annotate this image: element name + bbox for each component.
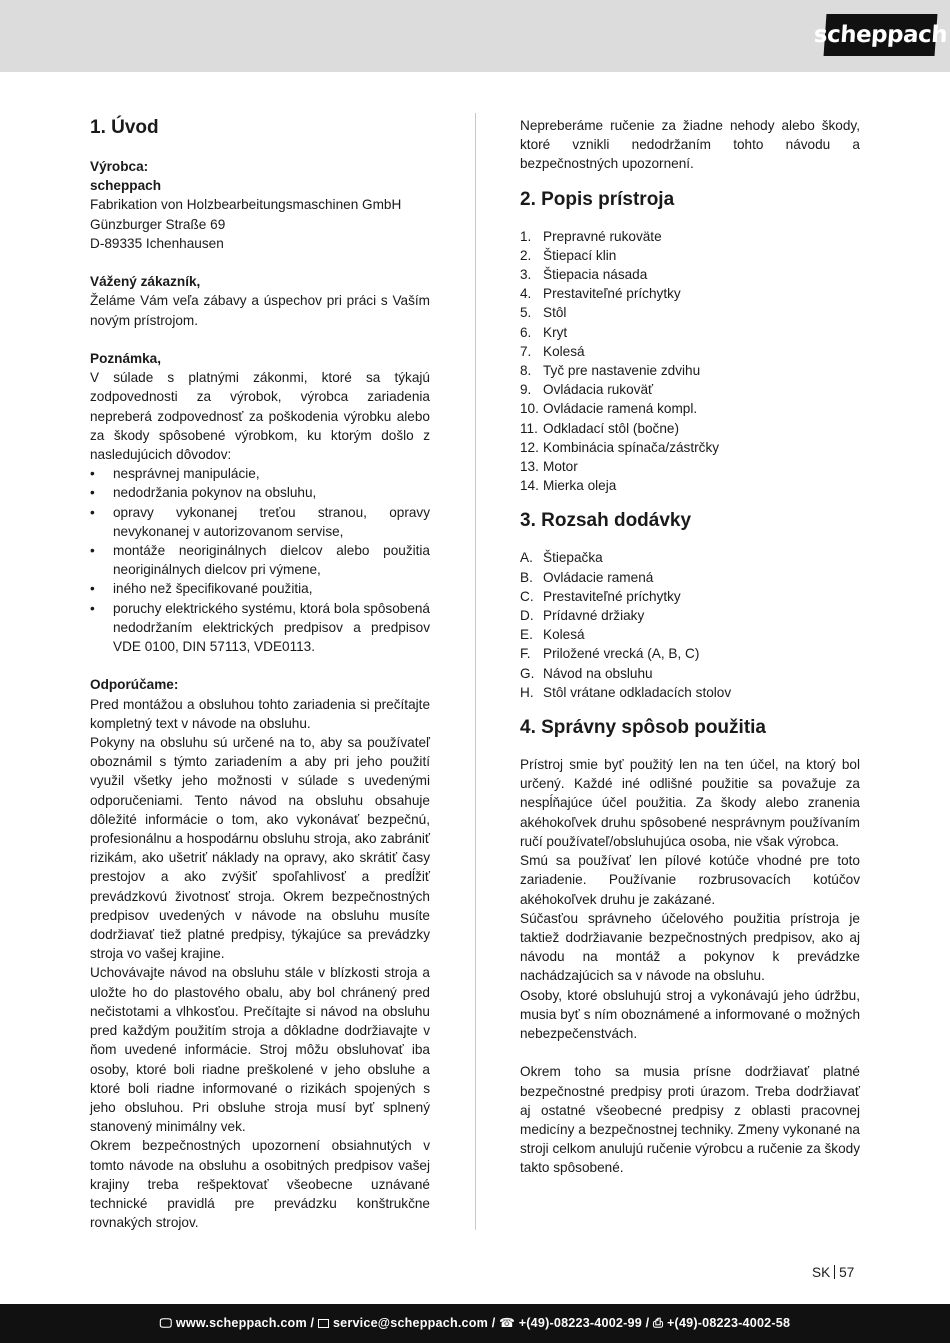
list-item: • nesprávnej manipulácie, — [90, 464, 430, 483]
paragraph: Pred montážou a obsluhou tohto zariadenia si prečítajte kompletný text v návode na obsluhu. — [90, 696, 430, 731]
page-language: SK — [812, 1265, 831, 1280]
dear-text: Želáme Vám veľa zábavy a úspechov pri práci s Vaším novým prístrojom. — [90, 293, 430, 328]
list-item: • iného než špecifikované použitia, — [90, 579, 430, 598]
address-line: Fabrikation von Holzbearbeitungsmaschinen GmbH — [90, 197, 402, 213]
maker-label: Výrobca: — [90, 159, 149, 174]
fax-icon: ⎙ — [653, 1316, 664, 1330]
list-item: 10. Ovládacie ramená kompl. — [520, 401, 698, 417]
paragraph: Okrem bezpečnostných upozornení obsiahnutých v tomto návode na obsluhu a osobitných predpisov vašej krajiny treba rešpektovať všeobecne uznávané technické pravidlá pre prevádzku konštrukčne rovnakých strojov. — [90, 1138, 430, 1231]
page-number — [812, 1265, 854, 1280]
envelope-icon — [318, 1319, 329, 1328]
list-item: • montáže neoriginálnych dielcov alebo použitia neoriginálnych dielcov pri výmene, — [90, 541, 430, 579]
list-item: 12. Kombinácia spínača/zástrčky — [520, 439, 720, 455]
list-item: 13. Motor — [520, 459, 578, 475]
list-item: F. Priložené vrecká (A, B, C) — [520, 646, 700, 662]
footer-email[interactable]: service@scheppach.com / — [332, 1316, 496, 1330]
dear-label: Vážený zákazník, — [90, 274, 201, 290]
maker-name: scheppach — [90, 178, 162, 194]
list-item: A. Štiepačka — [520, 550, 603, 566]
list-item: 9. Ovládacia rukoväť — [520, 382, 654, 398]
paragraph: Pokyny na obsluhu sú určené na to, aby sa používateľ oboznámil s týmto zariadením a aby pri jeho použití využil všetky jeho možnosti v súlade s uvedenými odporučeniami. Tento návod na obsluhu obsahuje dôležité informácie o tom, ako vykonávať bezpečnú, profesionálnu a hospodárnu obsluhu stroja, ako zabrániť rizikám, ako ušetriť náklady na opravy, ako skrátiť časy prestojov a ako zvýšiť spoľahlivosť a predĺžiť prevádzkovú životnosť stroja. Okrem bezpečnostných predpisov uvedených v návode na obsluhu musíte dodržiavať tiež platné predpisy, týkajúce sa prevádzky stroja vo vašej krajine. — [90, 735, 430, 962]
paragraph: Osoby, ktoré obsluhujú stroj a vykonávajú jeho údržbu, musia byť s ním oboznámené a informované o možných nebezpečenstvách. — [520, 987, 860, 1041]
list-item: 4. Prestaviteľné príchytky — [520, 286, 681, 302]
list-item: 1. Prepravné rukoväte — [520, 228, 662, 244]
paragraph: Uchovávajte návod na obsluhu stále v blízkosti stroja a uložte ho do plastového obalu, aby bol chránený pred nečistotami a vlhkosťou. Prečítajte si návod na obsluhu pred každým použitím stroja a dôkladne dodržiavajte v ňom uvedené informácie. Stroj môžu obsluhovať iba osoby, ktoré boli riadne preškolené v jeho obsluhe a ktoré boli riadne informované o rizikách spojených s jeho obsluhou. Pri obsluhe stroja musí byť splnený stanovený minimálny vek. — [90, 965, 430, 1135]
paragraph: Súčasťou správneho účelového použitia prístroja je taktiež dodržiavanie bezpečnostných predpisov, ako aj návodu na montáž a pokynov k prevádzke nachádzajúcich sa v návode na obsluhu. — [520, 910, 860, 984]
recommend-label: Odporúčame: — [90, 677, 179, 693]
section-2-heading: 2. Popis prístroja — [520, 188, 675, 210]
list-item: • nedodržania pokynov na obsluhu, — [90, 483, 430, 502]
list-item: 7. Kolesá — [520, 343, 585, 359]
list-item: 5. Stôl — [520, 305, 567, 321]
list-item: 8. Tyč pre nastavenie zdvihu — [520, 363, 701, 379]
right-column — [520, 116, 860, 1178]
footer-web[interactable]: www.scheppach.com / — [175, 1316, 315, 1330]
footer-bar — [0, 1304, 950, 1343]
note-text: V súlade s platnými zákonmi, ktoré sa týkajú zodpovednosti za výrobok, výrobca zariadenia nepreberá zodpovednosť za poškodenia výrobku alebo za škody spôsobené výrobkom, ku ktorým došlo z nasledujúcich dôvodov: — [90, 370, 430, 463]
list-item: E. Kolesá — [520, 627, 585, 643]
address-line: Günzburger Straße 69 — [90, 216, 226, 232]
phone-icon: ☎ — [499, 1316, 516, 1330]
paragraph: Okrem toho sa musia prísne dodržiavať platné bezpečnostné predpisy proti úrazom. Treba dodržiavať aj ostatné všeobecné predpisy z oblasti pracovnej medicíny a bezpečnostnej techniky. Zmeny vykonané na stroji celkom anulujú ručenie výrobcu a ručenie za škody takto spôsobené. — [520, 1064, 861, 1176]
liability-intro: Nepreberáme ručenie za žiadne nehody alebo škody, ktoré vznikli nedodržaním tohto návodu a bezpečnostných upozornení. — [520, 118, 860, 172]
list-item: B. Ovládacie ramená — [520, 569, 654, 585]
list-item: H. Stôl vrátane odkladacích stolov — [520, 684, 732, 700]
paragraph: Smú sa používať len pílové kotúče vhodné pre toto zariadenie. Používanie rozbrusovacích kotúčov akéhokoľvek druhu je zakázané. — [520, 853, 860, 907]
monitor-icon: 🖵︎ — [159, 1316, 173, 1330]
header-band — [0, 0, 950, 72]
list-item: • opravy vykonanej treťou stranou, opravy nevykonanej v autorizovanom servise, — [90, 503, 430, 541]
address-line: D-89335 Ichenhausen — [90, 235, 224, 251]
page-number-value: 57 — [839, 1265, 855, 1280]
footer-fax: +(49)-08223-4002-58 — [667, 1316, 791, 1330]
list-item: 2. Štiepací klin — [520, 247, 617, 263]
left-column — [90, 116, 430, 1232]
liability-list — [90, 464, 430, 656]
paragraph: Prístroj smie byť použitý len na ten účel, na ktorý bol určený. Každé iné odlišné použitie sa považuje za nespĺňajúce účel použitia. Za škody alebo zranenia akéhokoľvek druhu spôsobené nesprávnym používaním ručí používateľ/obsluhujúca osoba, nie však výrobca. — [520, 757, 860, 849]
list-item: C. Prestaviteľné príchytky — [520, 588, 681, 604]
list-item: 3. Štiepacia násada — [520, 267, 648, 283]
footer-phone: +(49)-08223-4002-99 / — [518, 1316, 650, 1330]
list-item: • poruchy elektrického systému, ktorá bola spôsobená nedodržaním elektrických predpisov a predpisov VDE 0100, DIN 57113, VDE0113. — [90, 599, 430, 657]
delivery-list — [520, 548, 860, 702]
column-divider — [475, 113, 476, 1230]
list-item: G. Návod na obsluhu — [520, 665, 653, 681]
scheppach-logo: scheppach — [824, 14, 938, 56]
list-item: D. Prídavné držiaky — [520, 608, 645, 624]
list-item: 14. Mierka oleja — [520, 478, 617, 494]
section-1-heading: 1. Úvod — [90, 117, 159, 138]
section-3-heading: 3. Rozsah dodávky — [520, 510, 692, 532]
parts-list — [520, 227, 860, 496]
list-item: 6. Kryt — [520, 324, 568, 340]
list-item: 11. Odkladací stôl (bočne) — [520, 420, 680, 436]
section-4-heading: 4. Správny spôsob použitia — [520, 717, 766, 739]
note-label: Poznámka, — [90, 351, 162, 366]
